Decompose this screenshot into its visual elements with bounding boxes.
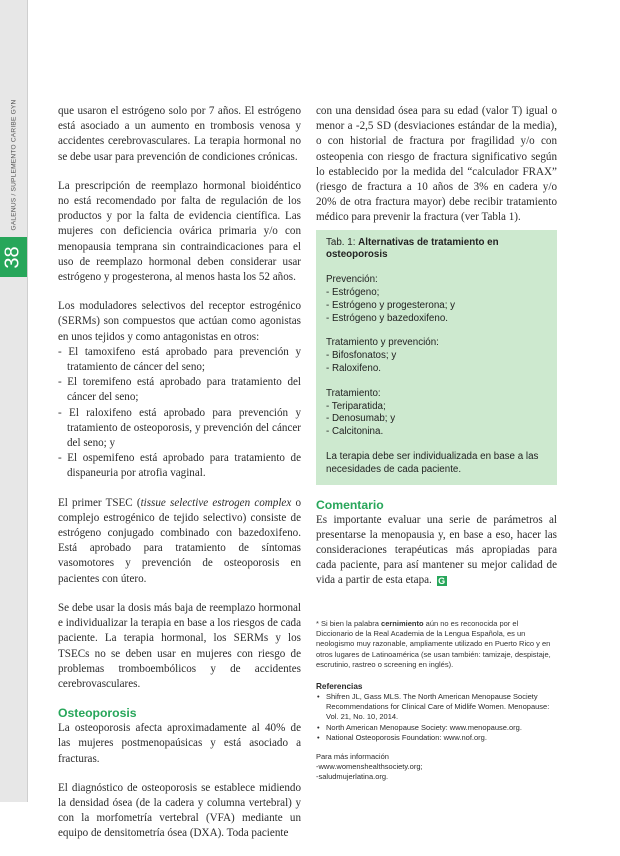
reference-item: • Shifren JL, Gass MLS. The North American Menopause Society Recommendations for Clinical Care of Midlife Women. Menopause: Vol. 21, No. 10, 2014.	[316, 692, 557, 723]
right-column	[316, 104, 557, 783]
table-group-title: Tratamiento:	[326, 387, 381, 399]
left-column	[58, 104, 301, 856]
table-title	[326, 237, 547, 263]
end-mark-icon: G	[438, 576, 446, 587]
table-group-list	[326, 401, 547, 439]
footnote	[316, 619, 557, 671]
table-item: - Bifosfonatos; y	[326, 350, 397, 362]
page-number-badge	[0, 237, 27, 277]
paragraph: La osteoporosis afecta aproximadamente al 40% de las mujeres postmenopaúsicas y está asociado a fracturas.	[58, 722, 301, 765]
table-item: - Raloxifeno.	[326, 363, 381, 374]
table-item: - Teriparatida;	[326, 400, 386, 412]
paragraph-text: o complejo estrogénico de tejido selectivo) consiste de estrógeno conjugado combinado con bazedoxifeno. Está aprobado para tratamiento de síntomas vasomotores y prevención de osteoporosis en pacientes con útero.	[58, 496, 301, 585]
paragraph: La prescripción de reemplazo hormonal bioidéntico no está recomendado por falta de regulación de los productos y por la falta de evidencia científica. Las mujeres con deficiencia ovárica primaria y/o con menopausia temprana sin contraindicaciones para el uso de reemplazo hormonal deben considerar usar estrógeno y progesterona, al menos hasta los 52 años.	[58, 179, 301, 284]
references-heading: Referencias	[316, 681, 363, 691]
paragraph: Los moduladores selectivos del receptor estrogénico (SERMs) son compuestos que actúan como agonistas en unos tejidos y como antagonistas en otros:	[58, 300, 301, 343]
footnote-term: cernimiento	[381, 618, 424, 628]
paragraph	[58, 496, 301, 587]
paragraph: que usaron el estrógeno solo por 7 años. El estrógeno está asociado a un aumento en trombosis venosa y accidentes cerebrovasculares. La terapia hormonal no se debe usar para prevención de condiciones crónicas.	[58, 105, 301, 163]
list-item: - El ospemifeno está aprobado para tratamiento de dispaneuria por atrofia vaginal.	[58, 452, 301, 480]
table-item: - Denosumab; y	[326, 413, 396, 425]
paragraph: El diagnóstico de osteoporosis se establece midiendo la densidad ósea (de la cadera y columna vertebral) y con la morfometría vertebral (VFA) mediante un equipo de densitometría ósea (DXA). Toda paciente	[58, 781, 301, 840]
list-item: - El tamoxifeno está aprobado para prevención y tratamiento de cáncer del seno;	[58, 345, 301, 374]
table-note: La terapia debe ser individualizada en base a las necesidades de cada paciente.	[326, 450, 539, 475]
footnote-text: * Si bien la palabra	[316, 618, 382, 628]
paragraph	[316, 513, 557, 589]
reference-item: • National Osteoporosis Foundation: www.nof.org.	[316, 733, 557, 743]
reference-item: • North American Menopause Society: www.menopause.org.	[316, 723, 557, 733]
table-group-title: Prevención:	[326, 274, 378, 286]
table-title-text: Alternativas de tratamiento en osteoporosis	[326, 236, 499, 261]
more-info-heading: Para más información	[316, 751, 389, 761]
more-info-link: -saludmujerlatina.org.	[316, 772, 389, 782]
running-head	[0, 100, 27, 230]
page-number: 38	[2, 245, 24, 269]
paragraph-text: Es importante evaluar una serie de parámetros al presentarse la menopausia y, en base a eso, hacer las consideraciones terapéuticas más apropiadas para cada paciente, para así mantener su mejor calidad de vida a partir de esta etapa.	[316, 513, 557, 587]
table-item: - Calcitonina.	[326, 426, 384, 438]
table-item: - Estrógeno y progesterona; y	[326, 299, 456, 311]
table-label: Tab. 1:	[326, 236, 359, 248]
running-head-text: GALENUS / SUPLEMENTO CARIBE GYN	[10, 99, 17, 231]
paragraph: Se debe usar la dosis más baja de reemplazo hormonal e individualizar la terapia en base a los riesgos de cada paciente. La terapia hormonal, los SERMs y los TSECs no se deben usar en mujeres con riesgo de problemas tromboembólicos y de accidentes cerebrovasculares.	[58, 601, 301, 690]
treatment-table	[316, 230, 557, 485]
paragraph-text: El primer TSEC (	[58, 496, 141, 509]
list-item: - El toremifeno está aprobado para tratamiento del cáncer del seno;	[58, 376, 301, 404]
footnote-text: aún no es reconocida por el Diccionario de la Real Academia de la Lengua Española, es un neologismo muy razonable, ampliamente utilizado en Puerto Rico y en otros lugares de Latinoamérica (se usan también: tamizaje, despistaje, escrutinio, rastreo o screening en inglés).	[316, 618, 551, 670]
italic-term: tissue selective estrogen complex	[140, 496, 292, 509]
section-heading-osteoporosis: Osteoporosis	[58, 706, 137, 721]
more-info-link: -www.womenshealthsociety.org;	[316, 762, 423, 772]
table-group-list	[326, 287, 547, 325]
serm-list	[58, 345, 301, 482]
table-group-title: Tratamiento y prevención:	[326, 337, 439, 349]
references-list	[316, 692, 557, 744]
sidebar-divider	[27, 0, 28, 802]
paragraph: con una densidad ósea para su edad (valor T) igual o menor a -2,5 SD (desviaciones estándar de la media), o con historial de fractura por fragilidad y/o con osteopenia con riesgo de fractura significativo según lo establecido por la medida del “calculador FRAX” (riesgo de fractura a 10 años de 3% en cadera y/o 20% de otra fractura mayor) debe recibir tratamiento médico para prevenir la fractura (ver Tabla 1).	[316, 105, 557, 224]
section-heading-comentario: Comentario	[316, 497, 384, 512]
table-item: - Estrógeno;	[326, 287, 380, 299]
table-item: - Estrógeno y bazedoxifeno.	[326, 312, 448, 324]
list-item: - El raloxifeno está aprobado para prevención y tratamiento de osteoporosis, y prevención del cáncer del seno; y	[58, 406, 301, 450]
table-group-list	[326, 350, 547, 376]
